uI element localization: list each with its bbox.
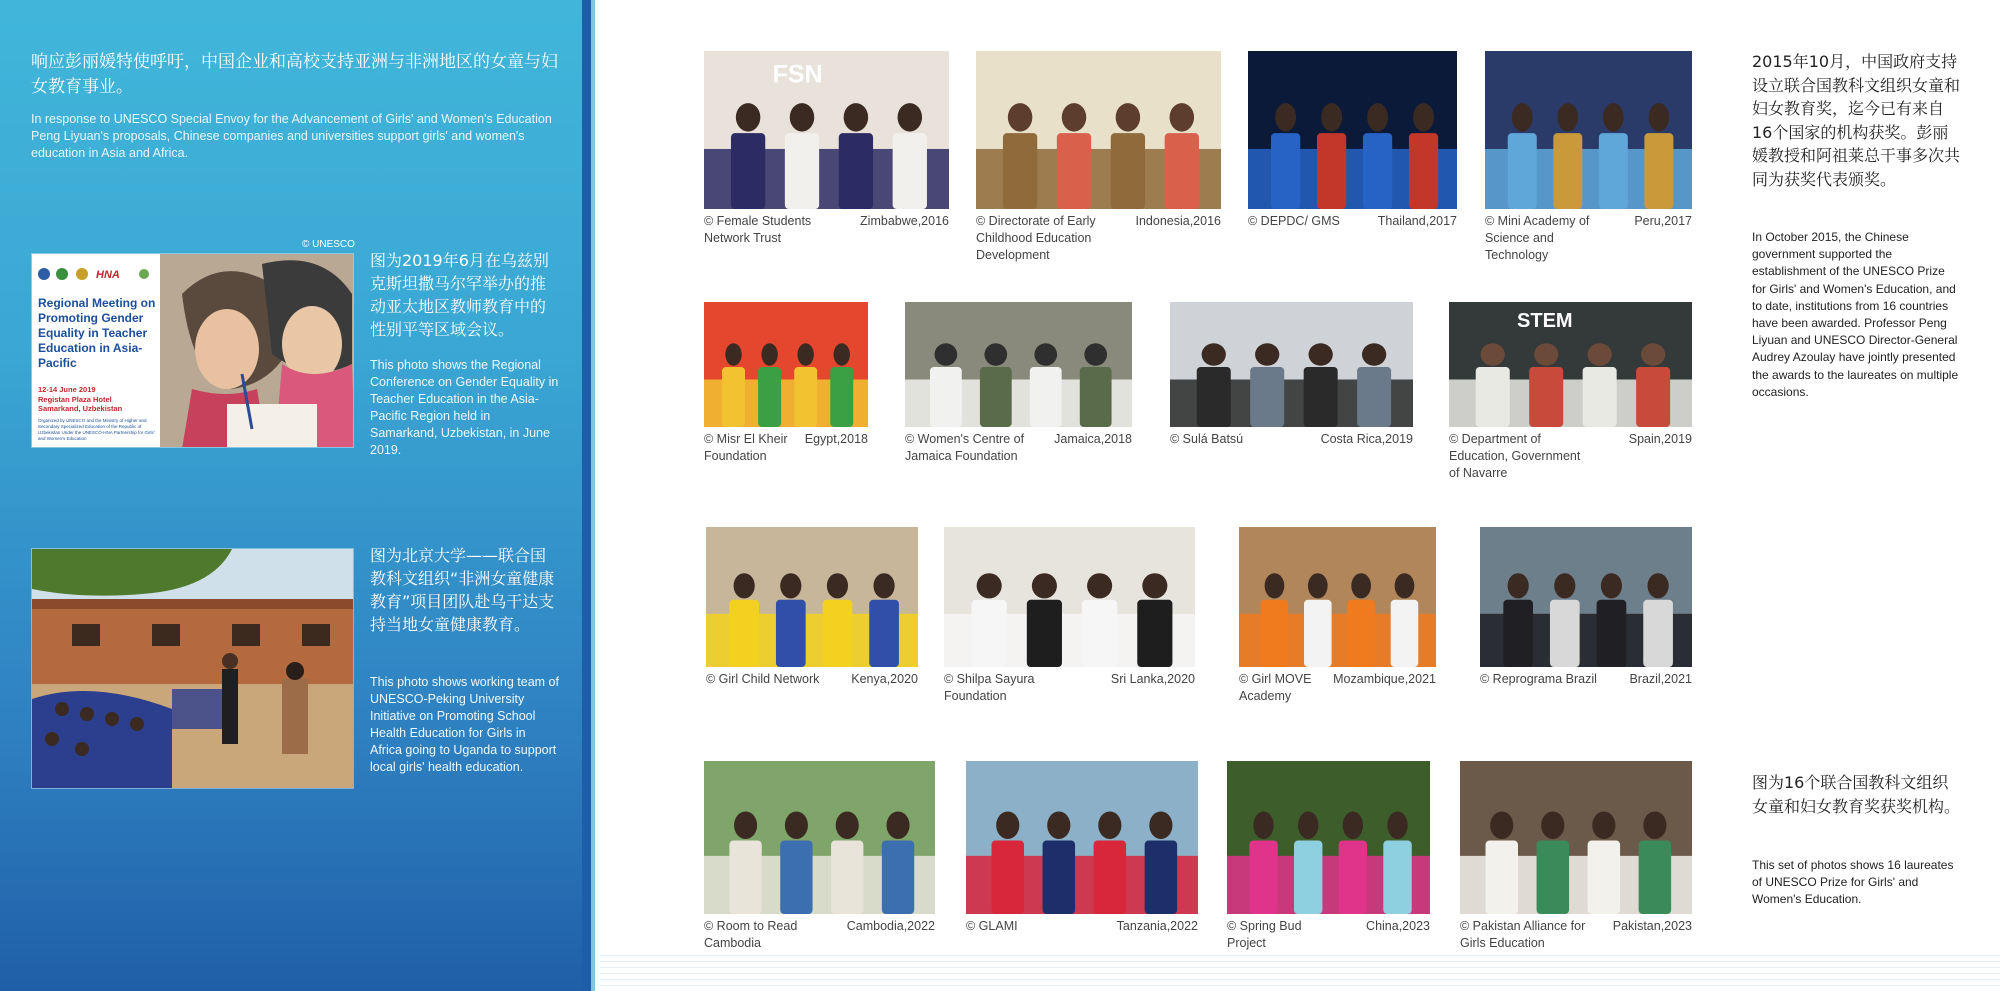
photo-sign-text: FSN bbox=[772, 60, 823, 89]
laureate-location: Pakistan,2023 bbox=[1612, 919, 1692, 933]
laureate-location: Spain,2019 bbox=[1628, 432, 1692, 446]
poster-venue: Registan Plaza Hotel Samarkand, Uzbekistan bbox=[38, 395, 123, 413]
poster-organizers: Organized by UNESCO and the Ministry of Higher and Secondary Specialized Education of the Republic of Uzbekistan Under the UNESCO-HNA Partnership for Girls' and Women's Education bbox=[38, 418, 155, 441]
laureate-photo bbox=[704, 302, 868, 427]
left-panel bbox=[0, 0, 582, 991]
panel-divider bbox=[582, 0, 591, 991]
laureate-organization: © Reprograma Brazil bbox=[1480, 672, 1597, 686]
laureate-photo bbox=[1460, 761, 1692, 914]
laureate-location: Brazil,2021 bbox=[1629, 672, 1692, 686]
left-photo-conference bbox=[31, 253, 354, 448]
laureate-photo bbox=[1248, 51, 1457, 209]
laureate-organization: © Girl Child Network bbox=[706, 672, 820, 686]
laureate-location: Cambodia,2022 bbox=[846, 919, 935, 933]
laureate-photo bbox=[1485, 51, 1692, 209]
laureate-location: Kenya,2020 bbox=[851, 672, 918, 686]
laureate-photo bbox=[1480, 527, 1692, 667]
laureate-location: Indonesia,2016 bbox=[1135, 214, 1221, 228]
left-title-en: In response to UNESCO Special Envoy for the Advancement of Girls' and Women's Education Peng Liyuan's proposals, Chinese companies and universities support girls' and women's education in Asia and Africa. bbox=[31, 112, 552, 160]
laureate-organization: © Room to Read Cambodia bbox=[704, 919, 798, 950]
laureate-photo bbox=[966, 761, 1198, 914]
laureate-organization: © Department of Education, Government of Navarre bbox=[1449, 432, 1581, 480]
laureate-photo bbox=[1449, 302, 1692, 427]
laureate-location: Costa Rica,2019 bbox=[1320, 432, 1413, 446]
photo2-caption-en: This photo shows working team of UNESCO-Peking University Initiative on Promoting School Health Education for Girls in Africa going to Uganda to support local girls' health education. bbox=[370, 675, 559, 774]
decorative-lines bbox=[600, 950, 2000, 991]
laureate-location: Egypt,2018 bbox=[804, 432, 868, 446]
right-block1-cn: 2015年10月，中国政府支持设立联合国教科文组织女童和妇女教育奖，迄今已有来自16个国家的机构获奖。彭丽媛教授和阿祖莱总干事多次共同为获奖代表颁奖。 bbox=[1752, 52, 1961, 189]
laureate-photo bbox=[704, 761, 935, 914]
laureate-organization: © DEPDC/ GMS bbox=[1248, 214, 1340, 228]
laureate-organization: © Women's Centre of Jamaica Foundation bbox=[905, 432, 1025, 463]
photo1-caption-cn: 图为2019年6月在乌兹别克斯坦撒马尔罕举办的推动亚太地区教师教育中的性别平等区域会议。 bbox=[370, 251, 549, 339]
laureate-organization: © GLAMI bbox=[966, 919, 1018, 933]
laureate-location: Sri Lanka,2020 bbox=[1110, 672, 1195, 686]
laureate-organization: © Female Students Network Trust bbox=[704, 214, 812, 245]
laureate-photo bbox=[1227, 761, 1430, 914]
laureate-photo bbox=[976, 51, 1221, 209]
laureate-photo bbox=[905, 302, 1132, 427]
panel-divider-light bbox=[591, 0, 595, 991]
photo-sign-text: STEM bbox=[1517, 310, 1573, 332]
right-block1-en: In October 2015, the Chinese government supported the establishment of the UNESCO Prize for Girls' and Women's Education, and to date, institutions from 16 countries have been awarded. Professor Peng Liyuan and UNESCO Director-General Audrey Azoulay have jointly presented the awards to the laureates on multiple occasions. bbox=[1752, 230, 1959, 399]
laureate-photo bbox=[704, 51, 949, 209]
laureate-location: China,2023 bbox=[1366, 919, 1430, 933]
laureate-organization: © Directorate of Early Childhood Education Development bbox=[976, 214, 1096, 262]
poster-title: Regional Meeting on Promoting Gender Equality in Teacher Education in Asia-Pacific bbox=[38, 296, 156, 370]
right-block2-cn: 图为16个联合国教科文组织女童和妇女教育奖获奖机构。 bbox=[1752, 773, 1961, 816]
laureate-location: Mozambique,2021 bbox=[1333, 672, 1436, 686]
laureate-organization: © Pakistan Alliance for Girls Education bbox=[1460, 919, 1586, 950]
laureate-location: Jamaica,2018 bbox=[1054, 432, 1132, 446]
laureate-organization: © Sulá Batsú bbox=[1170, 432, 1244, 446]
left-title-cn: 响应彭丽媛特使呼吁，中国企业和高校支持亚洲与非洲地区的女童与妇女教育事业。 bbox=[31, 52, 558, 97]
laureate-photo bbox=[706, 527, 918, 667]
photo2-caption-cn: 图为北京大学——联合国教科文组织“非洲女童健康教育”项目团队赴乌干达支持当地女童健康教育。 bbox=[370, 546, 555, 634]
laureate-location: Zimbabwe,2016 bbox=[860, 214, 949, 228]
laureate-organization: © Girl MOVE Academy bbox=[1239, 672, 1312, 703]
laureate-organization: © Mini Academy of Science and Technology bbox=[1485, 214, 1590, 262]
laureate-photo bbox=[944, 527, 1195, 667]
laureate-photo bbox=[1239, 527, 1436, 667]
right-block2-en: This set of photos shows 16 laureates of UNESCO Prize for Girls' and Women's Education. bbox=[1752, 858, 1954, 907]
laureate-location: Thailand,2017 bbox=[1377, 214, 1457, 228]
photo1-copyright: © UNESCO bbox=[302, 239, 355, 250]
laureate-location: Tanzania,2022 bbox=[1116, 919, 1198, 933]
hna-logo-text: HNA bbox=[96, 269, 120, 281]
poster-date: 12-14 June 2019 bbox=[38, 385, 96, 394]
laureate-organization: © Spring Bud Project bbox=[1227, 919, 1302, 950]
laureate-organization: © Misr El Kheir Foundation bbox=[704, 432, 788, 463]
left-photo-uganda bbox=[31, 548, 354, 789]
laureate-organization: © Shilpa Sayura Foundation bbox=[944, 672, 1035, 703]
photo1-caption-en: This photo shows the Regional Conference on Gender Equality in Teacher Education in the Asia-Pacific Region held in Samarkand, Uzbekistan, in June 2019. bbox=[370, 358, 559, 457]
laureate-location: Peru,2017 bbox=[1634, 214, 1692, 228]
laureate-photo bbox=[1170, 302, 1413, 427]
